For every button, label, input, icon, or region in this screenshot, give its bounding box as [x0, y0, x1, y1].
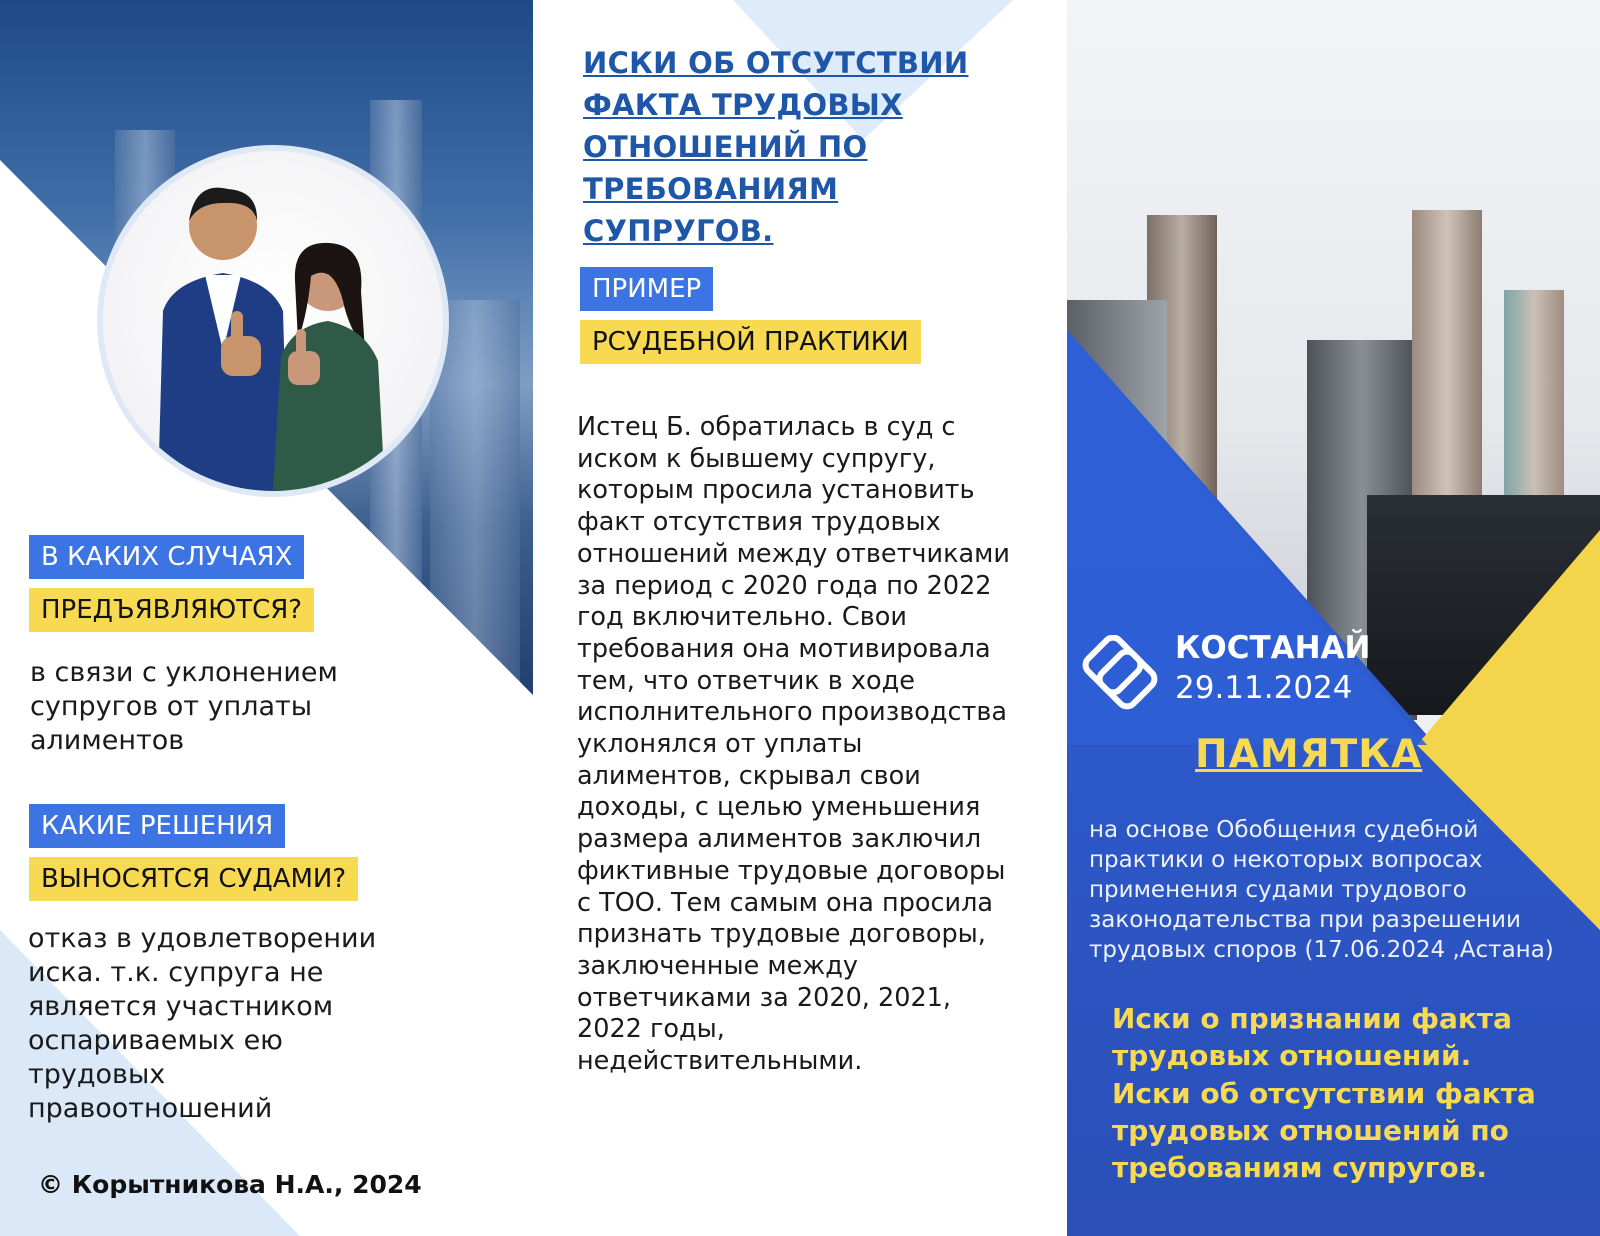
logo-icon	[1075, 635, 1165, 715]
memo-title: ПАМЯТКА	[1195, 732, 1423, 777]
cases-text: в связи с уклонением супругов от уплаты алиментов	[30, 657, 338, 756]
middle-title: ИСКИ ОБ ОТСУТСТВИИ ФАКТА ТРУДОВЫХ ОТНОШЕНИЙ ПО ТРЕБОВАНИЯМ СУПРУГОВ.	[583, 46, 969, 248]
cases-label: В КАКИХ СЛУЧАЯХ	[29, 535, 304, 579]
city-name: КОСТАНАЙ	[1175, 630, 1371, 666]
memo-subtitle: на основе Обобщения судебной практики о некоторых вопросах применения судами трудового законодательства при разрешении трудовых споров (17.06.2024 ,Астана)	[1089, 817, 1554, 963]
copyright: © Корытникова Н.А., 2024	[38, 1170, 422, 1199]
people-photo	[97, 145, 449, 497]
event-date: 29.11.2024	[1175, 670, 1353, 706]
footer-line1: Иски о признании факта трудовых отношений.	[1112, 1002, 1513, 1072]
presented-label: ПРЕДЪЯВЛЯЮТСЯ?	[29, 588, 314, 632]
decisions-label: КАКИЕ РЕШЕНИЯ	[29, 804, 285, 848]
court-practice-label: РСУДЕБНОЙ ПРАКТИКИ	[580, 320, 921, 364]
right-panel	[1067, 0, 1600, 1236]
footer-line2: Иски об отсутствии факта трудовых отношений по требованиям супругов.	[1112, 1077, 1536, 1184]
people-illustration	[103, 151, 443, 491]
example-label: ПРИМЕР	[580, 267, 713, 311]
example-text: Истец Б. обратилась в суд с иском к бывшему супругу, которым просила установить факт отсутствия трудовых отношений между ответчиками за период с 2020 года по 2022 год включительно. Свои требования она мотивировала тем, что ответчик в ходе исполнительного производства уклонялся от уплаты алиментов, скрывал свои доходы, с целью уменьшения размера алиментов заключил фиктивные трудовые договоры с ТОО. Тем самым она просила признать трудовые договоры, заключенные между ответчиками за 2020, 2021, 2022 годы, недействительными.	[577, 412, 1010, 1077]
courts-label: ВЫНОСЯТСЯ СУДАМИ?	[29, 857, 358, 901]
left-panel	[0, 0, 533, 1236]
decisions-text: отказ в удовлетворении иска. т.к. супруга не является участником оспариваемых ею трудовых правоотношений	[28, 923, 377, 1124]
